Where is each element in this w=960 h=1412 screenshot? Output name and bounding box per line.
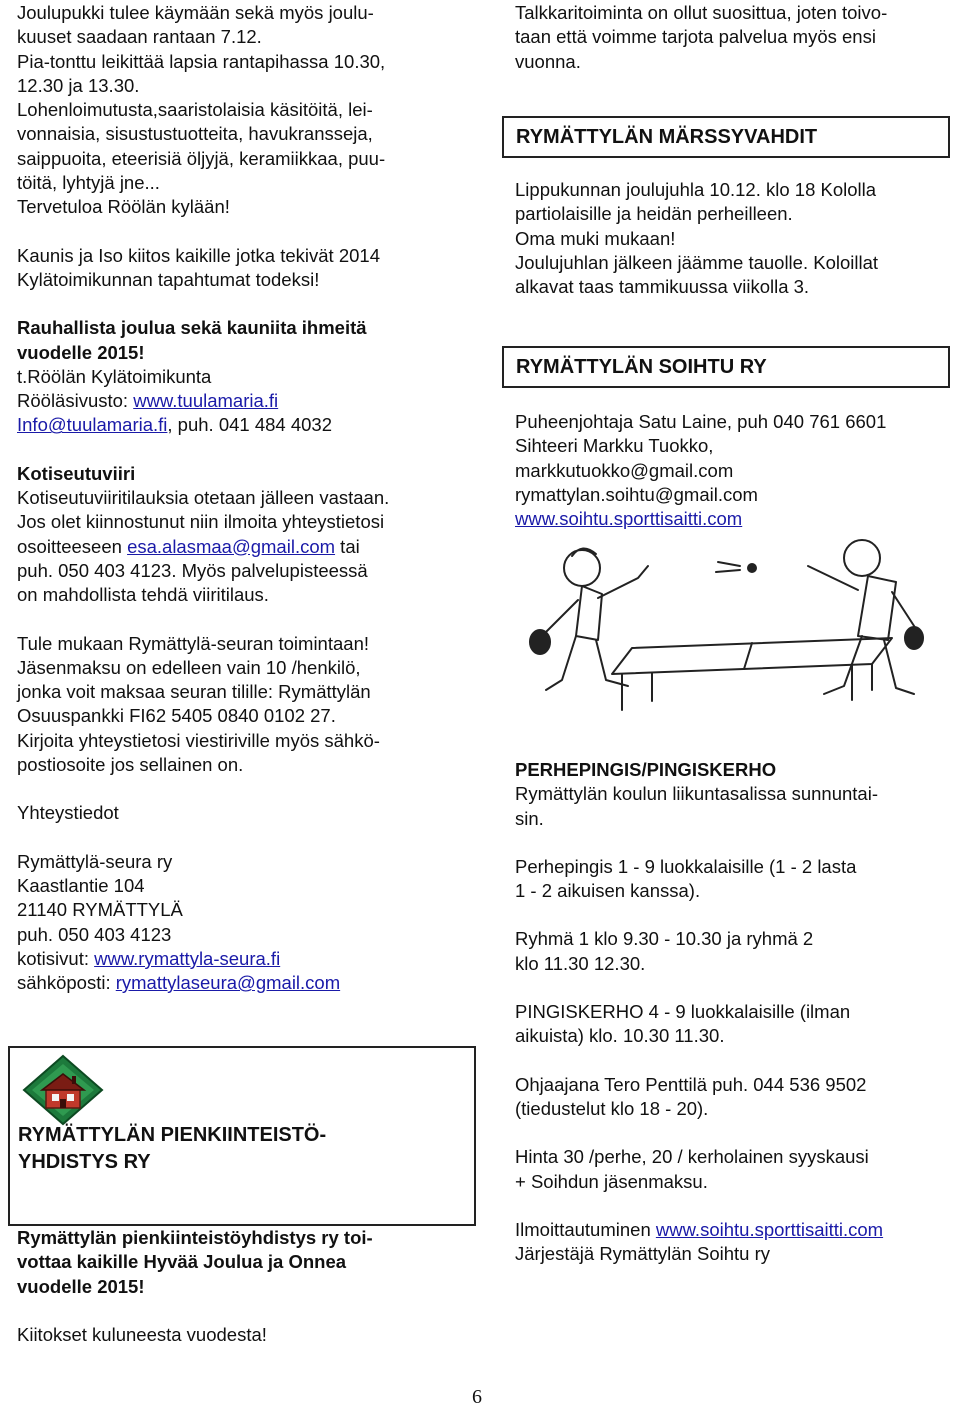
homepage-link[interactable]: www.rymattyla-seura.fi [94,947,281,969]
contact-address: Rymättylä-seura ry Kaastlantie 104 21140 RYMÄTTYLÄ puh. 050 403 4123 kotisivut: www.rymattyla-seura.fi sähköposti: rymattylaseura@gmail.com [17,850,341,994]
signature: t.Röölän Kylätoimikunta [17,365,212,387]
perhepingis-title: PERHEPINGIS/PINGISKERHO [515,759,777,780]
pienkiinteisto-text: Rymättylän pienkiinteistöyhdistys ry toi- vottaa kaikille Hyvää Joulua ja Onnea vuodelle 2015! Kiitokset kuluneesta vuodesta! [17,1227,373,1345]
contact-title: Yhteystiedot [17,802,119,824]
right-column [515,1,955,74]
table-tennis-illustration [512,528,932,728]
talkkari-paragraph: Talkkaritoiminta on ollut suosittua, joten toivo- taan että voimme tarjota palvelua myös ensi vuonna. [515,2,888,72]
kotiseutu-title: Kotiseutuviiri [17,462,136,484]
kotiseutu-email-link[interactable]: esa.alasmaa@gmail.com [127,535,336,557]
soihtu-website-link[interactable]: www.soihtu.sporttisaitti.com [515,508,743,530]
pienkiinteisto-box [8,1046,476,1226]
soihtu-heading: RYMÄTTYLÄN SOIHTU RY [502,346,950,388]
soihtu-text: Puheenjohtaja Satu Laine, puh 040 761 6601 Sihteeri Markku Tuokko, markkutuokko@gmail.com rymattylan.soihtu@gmail.com www.soihtu.sporttisaitti.com [515,410,955,531]
seura-paragraph: Tule mukaan Rymättylä-seuran toimintaan! Jäsenmaksu on edelleen vain 10 /henkilö, jonka voit maksaa seuran tilille: Rymättylän Osuuspankki FI62 5405 0840 0102 27. Kirjoita yhteystietosi viestiriville myös sähkö- postiosoite jos sellainen on. [17,632,380,776]
seura-email-link[interactable]: rymattylaseura@gmail.com [115,972,341,994]
house-logo-icon [22,1054,104,1126]
kotiseutu-section: Kotiseutuviiri Kotiseutuviiritilauksia otetaan jälleen vastaan. Jos olet kiinnostunut niin ilmoita yhteystietosi osoitteeseen esa.alasmaa@gmail.com tai puh. 050 403 4123. Myös palvelupisteessä on mahdollista tehdä viiritilaus. [17,462,467,608]
email-link[interactable]: Info@tuulamaria.fi [17,414,168,436]
thanks-paragraph: Kaunis ja Iso kiitos kaikille jotka tekivät 2014 Kylätoimikunnan tapahtumat todeksi! [17,244,380,290]
page-number: 6 [472,1386,482,1408]
marssyvahdit-heading: RYMÄTTYLÄN MÄRSSYVAHDIT [502,116,950,158]
marssyvahdit-text: Lippukunnan joulujuhla 10.12. klo 18 Kololla partiolaisille ja heidän perheilleen. Oma muki mukaan! Joulujuhlan jälkeen jäämme tauolle. Koloillat alkavat taas tammikuussa viikolla 3. [515,179,879,298]
perhepingis-section: PERHEPINGIS/PINGISKERHO Rymättylän koulun liikuntasalissa sunnuntai- sin. Perhepingis 1 - 9 luokkalaisille (1 - 2 lasta 1 - 2 aikuisen kanssa). Ryhmä 1 klo 9.30 - 10.30 ja ryhmä 2 klo 11.30 12.30. PINGISKERHO 4 - 9 luokkalaisille (ilman aikuista) klo. 10.30 11.30. Ohjaajana Tero Penttilä puh. 044 536 9502 (tiedustelut klo 18 - 20). Hinta 30 /perhe, 20 / kerholainen syyskausi + Soihdun jäsenmaksu. Ilmoittautuminen www.soihtu.sporttisaitti.com Järjestäjä Rymättylän Soihtu ry [515,758,955,1266]
left-column [17,1,467,995]
registration-link[interactable]: www.soihtu.sporttisaitti.com [655,1218,884,1240]
website-link[interactable]: www.tuulamaria.fi [133,390,279,412]
market-paragraph: Joulupukki tulee käymään sekä myös joulu- kuuset saadaan rantaan 7.12. Pia-tonttu leikittää lapsia rantapihassa 10.30, 12.30 ja 13.30. Lohenloimutusta,saaristolaisia käsitöitä, lei- vonnaisia, sisustustuotteita, havukransseja, saippuoita, eteerisiä öljyjä, keramiikkaa, puu- töitä, lyhtyjä jne... Tervetuloa Röölän kylään! [17,2,386,218]
greeting-paragraph: Rauhallista joulua sekä kauniita ihmeitä vuodelle 2015! t.Röölän Kylätoimikunta Rööläsivusto: www.tuulamaria.fi Info@tuulamaria.fi, puh. 041 484 4032 [17,316,467,437]
pienkiinteisto-title: RYMÄTTYLÄN PIENKIINTEISTÖ- YHDISTYS RY [18,1124,327,1173]
